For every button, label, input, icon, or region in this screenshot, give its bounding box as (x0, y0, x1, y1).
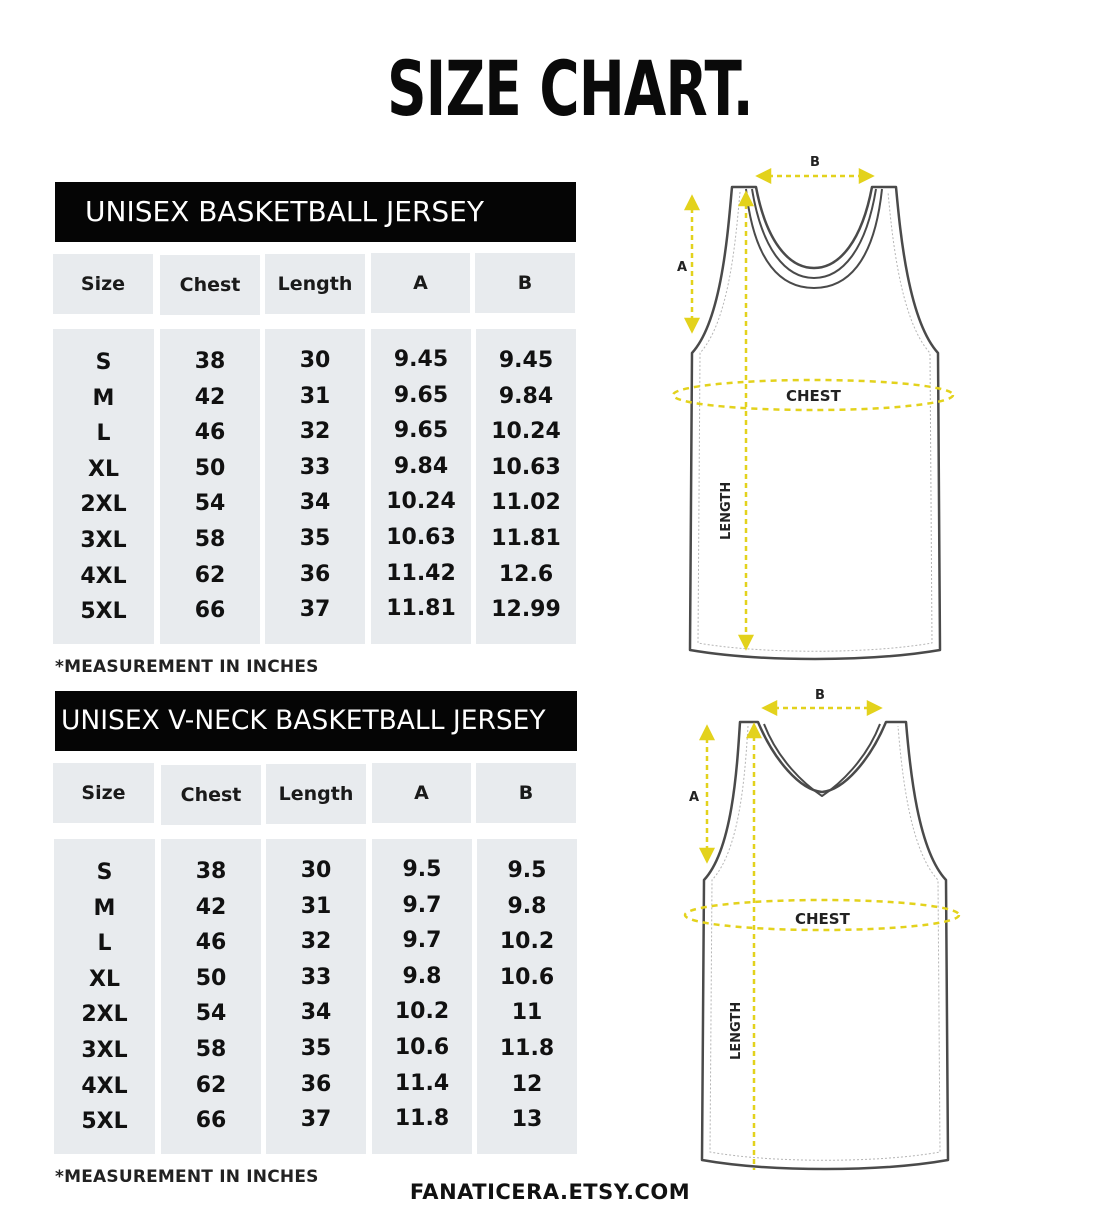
cell-size: XL (89, 966, 120, 992)
label-b: B (815, 688, 825, 703)
cell-a: 9.5 (402, 857, 442, 882)
column-chest (160, 329, 260, 644)
cell-length: 35 (299, 525, 331, 551)
cell-length: 37 (300, 1107, 332, 1133)
cell-chest: 46 (195, 930, 227, 956)
column-size (54, 839, 155, 1154)
cell-a: 9.8 (402, 963, 442, 989)
cell-length: 31 (299, 383, 331, 409)
column-a (372, 839, 472, 1154)
jersey-diagram-scoop (650, 140, 980, 680)
cell-size: 3XL (80, 527, 127, 553)
cell-a: 11.42 (386, 560, 456, 586)
cell-a: 9.65 (393, 382, 449, 408)
header-b: B (475, 253, 575, 313)
cell-length: 31 (300, 893, 332, 919)
table-heading-standard: UNISEX BASKETBALL JERSEY (55, 182, 576, 242)
cell-size: 5XL (81, 1109, 128, 1135)
measurement-note: *MEASUREMENT IN INCHES (55, 657, 319, 677)
column-b (477, 839, 577, 1154)
cell-length: 30 (299, 348, 331, 373)
label-a: A (689, 790, 700, 805)
cell-size: S (96, 860, 113, 885)
cell-b: 11.02 (491, 490, 561, 516)
cell-a: 9.7 (402, 892, 442, 918)
cell-length: 35 (300, 1035, 332, 1061)
cell-b: 13 (511, 1107, 543, 1133)
header-length: Length (265, 254, 365, 314)
cell-b: 12 (511, 1071, 543, 1097)
header-size: Size (53, 254, 153, 314)
label-length: LENGTH (729, 1001, 744, 1060)
cell-length: 34 (300, 1000, 332, 1026)
cell-b: 9.84 (498, 383, 554, 409)
jersey-neck-trim (764, 724, 880, 796)
header-length: Length (266, 764, 366, 824)
cell-b: 9.45 (498, 348, 554, 373)
label-chest: CHEST (786, 387, 841, 405)
column-chest (161, 839, 261, 1154)
cell-chest: 50 (194, 455, 226, 481)
header-a: A (371, 253, 470, 313)
label-b: B (810, 155, 820, 170)
cell-a: 9.65 (393, 418, 449, 444)
cell-b: 10.63 (491, 454, 561, 480)
cell-b: 12.99 (491, 597, 561, 623)
cell-chest: 62 (195, 1072, 227, 1098)
header-chest: Chest (161, 765, 261, 825)
cell-length: 33 (299, 454, 331, 480)
cell-a: 10.24 (386, 489, 456, 515)
cell-chest: 46 (194, 420, 226, 446)
cell-b: 12.6 (498, 561, 554, 587)
cell-size: 2XL (80, 492, 127, 518)
label-chest: CHEST (795, 910, 850, 928)
label-length: LENGTH (719, 481, 734, 540)
cell-length: 32 (299, 419, 331, 445)
cell-chest: 54 (194, 491, 226, 517)
table-heading-vneck: UNISEX V-NECK BASKETBALL JERSEY (55, 691, 577, 751)
cell-b: 9.5 (507, 858, 547, 883)
cell-b: 11.8 (499, 1035, 555, 1061)
column-b (476, 329, 576, 644)
cell-b: 10.2 (499, 929, 555, 955)
cell-chest: 66 (194, 598, 226, 624)
jersey-outline (690, 187, 940, 659)
cell-a: 11.4 (394, 1070, 450, 1096)
cell-length: 30 (300, 858, 332, 883)
jersey-outline (702, 722, 948, 1169)
cell-chest: 66 (195, 1108, 227, 1134)
cell-length: 36 (300, 1071, 332, 1097)
cell-size: 5XL (80, 599, 127, 625)
measurement-note: *MEASUREMENT IN INCHES (55, 1167, 319, 1187)
cell-size: 4XL (81, 1073, 128, 1099)
cell-size: XL (88, 456, 119, 482)
cell-length: 34 (299, 490, 331, 516)
cell-b: 10.6 (499, 964, 555, 990)
shop-url: FANATICERA.ETSY.COM (409, 1180, 691, 1204)
header-b: B (476, 763, 576, 823)
label-a: A (677, 260, 688, 275)
cell-chest: 50 (195, 965, 227, 991)
cell-a: 11.8 (394, 1106, 450, 1132)
cell-size: M (93, 895, 116, 921)
cell-a: 10.2 (394, 999, 450, 1025)
cell-a: 9.7 (402, 928, 442, 954)
cell-b: 11.81 (491, 525, 561, 551)
cell-a: 11.81 (386, 596, 456, 622)
jersey-diagram-vneck (660, 680, 990, 1180)
cell-size: S (95, 350, 112, 375)
cell-size: L (96, 421, 111, 447)
header-chest: Chest (160, 255, 260, 315)
cell-size: M (92, 385, 115, 411)
cell-chest: 54 (195, 1001, 227, 1027)
cell-length: 36 (299, 561, 331, 587)
cell-chest: 58 (195, 1036, 227, 1062)
cell-chest: 38 (194, 349, 226, 374)
cell-chest: 62 (194, 562, 226, 588)
cell-b: 11 (511, 1000, 543, 1026)
cell-chest: 58 (194, 526, 226, 552)
cell-size: 2XL (81, 1002, 128, 1028)
column-length (265, 329, 365, 644)
cell-size: L (97, 931, 112, 957)
cell-a: 10.6 (394, 1034, 450, 1060)
cell-length: 33 (300, 964, 332, 990)
cell-chest: 42 (194, 384, 226, 410)
cell-a: 9.84 (393, 453, 449, 479)
cell-b: 9.8 (507, 893, 547, 919)
column-length (266, 839, 366, 1154)
cell-length: 32 (300, 929, 332, 955)
cell-b: 10.24 (491, 419, 561, 445)
cell-a: 10.63 (386, 524, 456, 550)
header-size: Size (53, 763, 154, 823)
cell-chest: 42 (195, 894, 227, 920)
column-a (371, 329, 471, 644)
cell-size: 4XL (80, 563, 127, 589)
column-size (53, 329, 154, 644)
cell-size: 3XL (81, 1037, 128, 1063)
cell-chest: 38 (195, 859, 227, 884)
cell-length: 37 (299, 597, 331, 623)
header-a: A (372, 763, 471, 823)
page-title: SIZE CHART. (387, 44, 753, 133)
cell-a: 9.45 (393, 347, 449, 372)
